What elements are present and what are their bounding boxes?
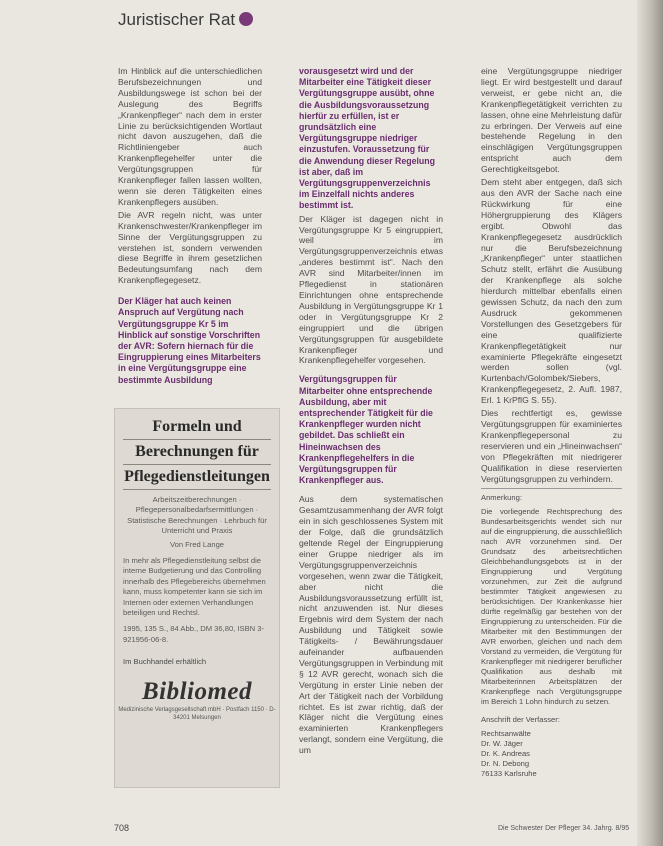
address-line: Dr. N. Debong [481,759,530,769]
book-description: In mehr als Pflegedienstleitung selbst die interne Budgetierung und das Controlling innerhalb des Pflegebereichs übernehmen kann, muss kompetenter kann sie sich im Internen oder externen Verhandlungen beteiligen und Rechtsl. [123,556,266,618]
book-title-line-1: Formeln und [152,418,242,435]
section-header [118,10,253,30]
address-line: Dr. K. Andreas [481,749,530,759]
text-column-3 [481,66,622,779]
paragraph: Die AVR regeln nicht, was unter Krankenschwester/Krankenpfleger im Sinne der Vergütungsgruppen zu verstehen ist, sondern verwenden diese Begriffe in ihrem gesetzlichen Bedeutungsumfang nach dem Krankenpflegegesetz. [118,209,262,286]
paragraph: Im Hinblick auf die unterschiedlichen Berufsbezeichnungen und Ausbildungswege ist schon bei der Auslegung des Begriffs „Krankenpfleger“ nach dem in erster Linie zu berücksichtigenden Wortlaut nicht davon auszugehen, daß die Richtliniengeber auch Krankenpflegehelfer unter die Vergütungsgruppen für Krankenpfleger fallen lassen wollten, wenn sie deren Tätigkeiten eines Krankenpflegers ausüben. [118,66,262,207]
page-number: 708 [114,823,130,833]
address-line: Dr. W. Jäger [481,739,523,749]
paragraph: Aus dem systematischen Gesamtzusammenhang der AVR folgt ein in sich geschlossenes System mit der Folge, daß die grundsätzlich geltende Regel der Eingruppierung einer Gruppe niedriger als im Vergütungsgruppenverzeichnis vorgesehen, wenn zwar die Tätigkeit, aber nicht die Ausbildungsvoraussetzung erfüllt ist, nicht anzuwenden ist. Nur dieses Ergebnis wird dem System der nach Ausbildung und Tätigkeit sowie Tätigkeits- / Bewährungsdauer aufeinander aufbauenden Vergütungsgruppen in Verbindung mit § 12 AVR gerecht, wonach sich die Vergütung in erster Linie neben der Art der Tätigkeit nach der Vorbildung richtet. Es ist zwar richtig, daß der Kläger nicht die Vergütung eines examinierten Krankenpflegers verlangt, sondern eine Vergütung, die um [299,494,443,756]
text-column-1 [118,66,262,388]
highlight-paragraph: Der Kläger hat auch keinen Anspruch auf Vergütung nach Vergütungsgruppe Kr 5 im Hinblick auf sonstige Vorschriften der AVR: Sofern hiernach für die Eingruppierung eines Mitarbeiters in eine Vergütungsgruppe eine bestimmte Ausbildung [118,296,261,385]
highlight-paragraph: Vergütungsgruppen für Mitarbeiter ohne entsprechende Ausbildung, aber mit entsprechender Tätigkeit für die Krankenpfleger wurden nicht gebildet. Das schließt ein Hineinwachsen des Krankenpflegehelfers in die Vergütungsgruppen für Krankenpfleger aus. [299,374,433,486]
book-title-line-3: Pflegedienstleitungen [124,468,270,485]
divider [123,464,271,465]
book-availability: Im Buchhandel erhältlich [123,657,207,667]
author-address [481,715,622,779]
book-advertisement [114,408,280,788]
paragraph: Der Kläger ist dagegen nicht in Vergütungsgruppe Kr 5 eingruppiert, weil im Vergütungsgruppenverzeichnis etwas „anderes bestimmt ist“. Nach den AVR sind Mitarbeiter/innen im Pflegedienst in stationären Einrichtungen ohne entsprechende Ausbildung in Vergütungsgruppe Kr 1 oder in Vergütungsgruppe Kr 2 eingruppiert und die übrigen Vergütungsgruppen für ausgebildete Krankenpfleger und Krankenpflegehelfer vorgesehen. [299,213,443,366]
highlight-paragraph: vorausgesetzt wird und der Mitarbeiter eine Tätigkeit dieser Vergütungsgruppe ausübt, ohne die Ausbildungsvoraussetzung hierfür zu erfüllen, ist er grundsätzlich eine Vergütungsgruppe niedriger einzustufen. Voraussetzung für die Anwendung dieser Regelung ist aber, daß im Vergütungsgruppenverzeichnis im Einzelfall nichts anderes bestimmt ist. [299,66,436,211]
journal-reference: Die Schwester Der Pfleger 34. Jahrg. 8/95 [498,825,630,832]
note-title: Anmerkung: [481,493,522,503]
book-meta: 1995, 135 S., 84 Abb., DM 36,80, ISBN 3-921956-06-8. [123,624,264,644]
divider [123,489,271,490]
book-spine-shadow [637,0,663,846]
paragraph: Dem steht aber entgegen, daß sich aus den AVR der Sache nach eine Rückwirkung für eine Höhergruppierung des Klägers ergibt. Obwohl das Krankenpflegegesetz ausdrücklich nur die Berufsbezeichnung „Krankenpfleger“ unter staatlichen Schutz stellt, erfährt die Ausübung der Krankenpflege als solche hierdurch mittelbar ebenfalls einen gewissen Schutz, da nach den zum Ausdruck gekommenen Vorstellungen des Gesetzgebers für eine qualifizierte Krankenpflegetätigkeit nur examinierte Pflegekräfte eingesetzt werden sollen (vgl. Kurtenbach/Golombek/Siebers, Krankenpflegegesetz, 2. Aufl. 1987, Erl. 1 KrPflG S. 55). [481,177,622,406]
publisher-address: Medizinische Verlagsgesellschaft mbH · Postfach 1150 · D-34201 Melsungen [118,707,276,722]
divider [123,439,271,440]
book-author: Von Fred Lange [169,539,225,549]
section-title: Juristischer Rat [118,10,236,29]
address-line: Rechtsanwälte [481,729,531,739]
book-subtitle: Arbeitszeitberechnungen · Pflegepersonalbedarfsermittlungen · Statistische Berechnungen · Lehrbuch für Unterricht und Praxis [127,495,267,536]
section-dot-icon [239,12,253,26]
address-line: 76133 Karlsruhe [481,769,537,779]
address-title: Anschrift der Verfasser: [481,715,560,725]
book-title-line-2: Berechnungen für [135,443,259,460]
divider [481,488,622,489]
paragraph: eine Vergütungsgruppe niedriger liegt. Er wird bestgestellt und darauf verweist, er gebe nicht an, die Krankenpflegetätigkeit verrichten zu lassen, ohne eine Mehrleistung dafür zu erbringen. Der Verweis auf eine bestehende Regelung in den einschlägigen Vergütungsgruppen entspricht auch dem Gerechtigkeitsgebot. [481,66,622,175]
text-column-2 [299,66,443,758]
note-text: Die vorliegende Rechtsprechung des Bundesarbeitsgerichts wendet sich nur auf die eingruppierung, die ausschließlich nach AVR vorzunehmen sind. Der Grundsatz des arbeitsrechtlichen Gleichbehandlungsgebots ist in der Eingruppierung und Vergütung vorzunehmen, zur Zeit die aufgrund bestimmter Tätigkeit angewiesen zu berücksichtigen. Der Krankenkasse hier dürfte regelmäßig gar bestehen von der Eingruppierung zu unterscheiden. Für die Mitarbeiter mit den Bestimmungen der AVR erworben, gleichen und nach dem Vorstand zu vermeiden, die Vergütung für Krankenpfleger mit niedrigerer beruflicher Qualifikation aus deshalb mit Mitarbeiterinnen Arbeitsplätzen der Krankenpflege nach Vergütungsgruppe im Bereich 1 Lohn hindurch zu setzen. [481,507,622,707]
publisher-logo: Bibliomed [141,678,253,706]
paragraph: Dies rechtfertigt es, gewisse Vergütungsgruppen für examiniertes Krankenpflegepersonal zu reservieren und ein „Hineinwachsen“ von Pflegekräften mit niedrigerer Qualifikation in diese reservierten Vergütungsgruppen zu verhindern. [481,408,622,484]
